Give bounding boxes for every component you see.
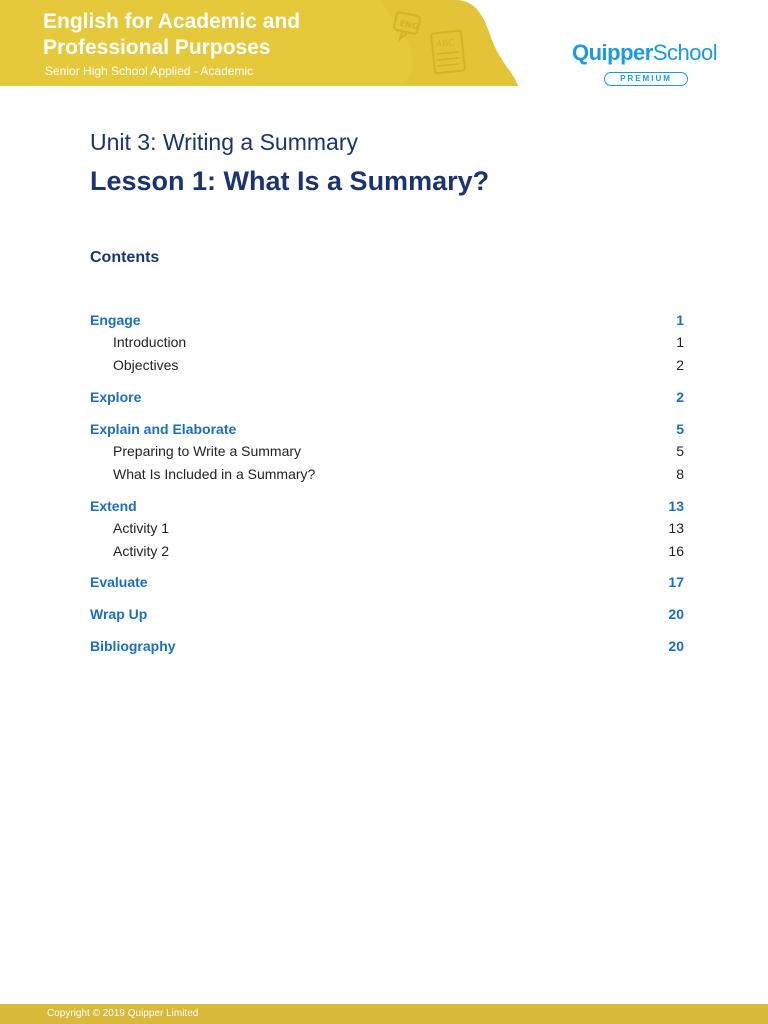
toc-entry-page: 13 — [668, 520, 684, 536]
unit-title: Unit 3: Writing a Summary — [90, 129, 358, 155]
eng-speech-bubble-icon — [392, 10, 424, 42]
svg-text:ENG: ENG — [398, 18, 420, 32]
toc-entry-objectives[interactable] — [90, 355, 684, 375]
toc-entry-wrap-up[interactable] — [90, 604, 684, 624]
toc-entry-what-is-included[interactable] — [90, 464, 684, 484]
toc-entry-page: 20 — [668, 638, 684, 654]
logo-brand-b: School — [652, 40, 718, 65]
toc-entry-label: Activity 2 — [113, 543, 170, 559]
toc-entry-label: Preparing to Write a Summary — [113, 443, 302, 459]
toc-entry-activity-2[interactable] — [90, 541, 684, 561]
toc-entry-page: 8 — [676, 466, 684, 482]
footer-band — [0, 1004, 768, 1024]
toc-entry-explain-and-elaborate[interactable] — [90, 419, 684, 439]
contents-heading: Contents — [90, 249, 160, 266]
premium-badge: PREMIUM — [604, 72, 688, 86]
toc-entry-label: Explain and Elaborate — [90, 421, 237, 437]
toc-entry-page: 17 — [668, 574, 684, 590]
toc-entry-label: Evaluate — [90, 574, 148, 590]
svg-text:ABC: ABC — [435, 38, 456, 51]
toc-entry-page: 5 — [676, 421, 684, 437]
logo-wordmark — [572, 40, 722, 66]
toc-entry-page: 1 — [676, 312, 684, 328]
toc-entry-label: Activity 1 — [113, 520, 170, 536]
toc-entry-engage[interactable] — [90, 310, 684, 330]
toc-entry-page: 20 — [668, 606, 684, 622]
toc-entry-activity-1[interactable] — [90, 518, 684, 538]
toc-entry-extend[interactable] — [90, 496, 684, 516]
toc-entry-explore[interactable] — [90, 387, 684, 407]
toc-entry-label: Wrap Up — [90, 606, 148, 622]
quipper-school-logo — [572, 40, 722, 83]
toc-entry-page: 2 — [676, 357, 684, 373]
toc-entry-preparing-to-write[interactable] — [90, 441, 684, 461]
abc-notebook-icon — [428, 28, 468, 76]
toc-entry-label: Objectives — [113, 357, 179, 373]
toc-entry-bibliography[interactable] — [90, 636, 684, 656]
course-title: English for Academic and Professional Purposes — [43, 10, 301, 59]
copyright-text: Copyright © 2019 Quipper Limited — [47, 1008, 199, 1019]
toc-entry-label: Engage — [90, 312, 141, 328]
toc-entry-label: Extend — [90, 498, 137, 514]
toc-entry-label: What Is Included in a Summary? — [113, 466, 316, 482]
toc-entry-page: 2 — [676, 389, 684, 405]
toc-entry-page: 13 — [668, 498, 684, 514]
toc-entry-evaluate[interactable] — [90, 572, 684, 592]
toc-entry-label: Explore — [90, 389, 142, 405]
toc-entry-page: 16 — [668, 543, 684, 559]
toc-entry-page: 5 — [676, 443, 684, 459]
lesson-title: Lesson 1: What Is a Summary? — [90, 166, 490, 196]
course-subtitle: Senior High School Applied - Academic — [45, 64, 254, 78]
toc-entry-page: 1 — [676, 334, 684, 350]
toc-entry-label: Introduction — [113, 334, 187, 350]
logo-brand-a: Quipper — [572, 40, 653, 65]
toc-entry-label: Bibliography — [90, 638, 176, 654]
toc-entry-introduction[interactable] — [90, 332, 684, 352]
